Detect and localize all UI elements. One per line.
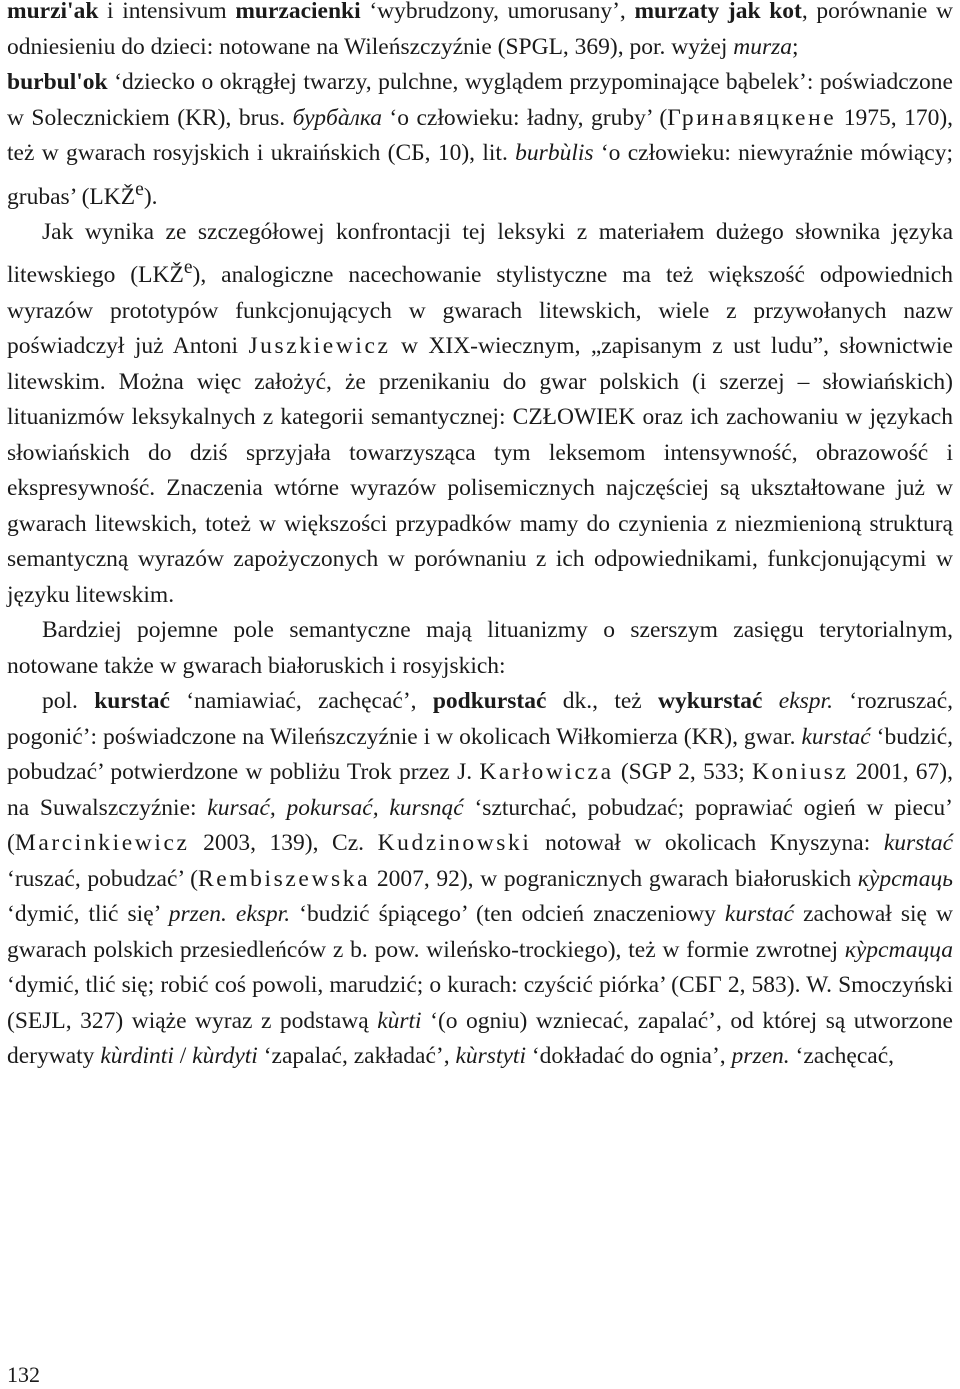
text-span: ‘o człowieku: niewyraźnie mówiący; grubas’ (LKŽ	[7, 140, 953, 210]
text-span: ‘szturchać, pobudzać; poprawiać ogień w piecu’ (	[7, 794, 953, 857]
italic-form: кỳрстаць	[857, 865, 953, 892]
text-span: zachował się w gwarach polskich przesiedleńców z b. pow. wileńsko-trockiego), też w formie zwrotnej	[7, 901, 953, 963]
italic-form: kurstać	[801, 723, 871, 750]
italic-form: kùrti	[377, 1007, 422, 1034]
text-span: ‘zapalać, zakładać’,	[257, 1043, 456, 1070]
paragraph-semantic-field	[7, 613, 953, 684]
page-number: 132	[7, 1362, 40, 1387]
entry-murziak	[7, 0, 953, 65]
text-span: ‘budzić śpiącego’ (ten odcień znaczeniowy	[290, 901, 725, 928]
paragraph-analysis	[7, 215, 953, 613]
text-span: , porównanie w odniesieniu do dzieci: notowane na Wileńszczyźnie (SPGL, 369), por. wyżej	[7, 0, 953, 60]
spaced-author: Koniusz	[751, 759, 849, 786]
italic-form: przen.	[731, 1043, 790, 1070]
text-span: 2001, 67), na Suwalszczyźnie:	[7, 759, 954, 821]
text-span: ‘dziecko o okrągłej twarzy, pulchne, wyglądem przypominające bąbelek’: poświadczone w Solecznickiem (KR), brus.	[7, 69, 953, 131]
headword: kurstać	[94, 688, 170, 715]
text-span: w XIX-wiecznym, „zapisanym z ust ludu”, słownictwie litewskim. Można więc założyć, że przenikaniu do gwar polskich (i szerzej – słowiańskich) lituanizmów leksykalnych z kategorii semantycznej: CZŁOWIEK oraz ich zachowaniu w językach słowiańskich do dziś sprzyjała towarzysząca tym leksemom intensywność, obrazowość i ekspresywność. Znaczenia wtórne wyrazów polisemicznych najczęściej są ukształtowane już w gwarach litewskich, toteż w większości przypadków mamy do czynienia z niezmienioną strukturą semantyczną wyrazów zapożyczonych w porównaniu z ich odpowiednikami, funkcjonującymi w języku litewskim.	[7, 333, 953, 608]
italic-form: ekspr.	[778, 688, 833, 715]
text-span: (SGP 2, 533;	[613, 759, 752, 786]
headword: wykurstać	[658, 688, 763, 715]
spaced-author: Kudzinowski	[377, 830, 532, 857]
text-span: pol.	[42, 688, 95, 715]
italic-form: kurstać	[724, 901, 795, 928]
text-span: 2007, 92), w pogranicznych gwarach białoruskich	[370, 865, 858, 892]
text-span: ‘rozruszać, pogonić’: poświadczone na Wileńszczyźnie i w okolicach Wiłkomierza (KR), gwar.	[7, 688, 953, 750]
text-span: dk., też	[546, 688, 659, 715]
superscript: e	[183, 257, 193, 279]
italic-form: przen. ekspr.	[168, 901, 291, 928]
text-span: ), analogiczne nacechowanie stylistyczne ma też większość odpowiednich wyrazów prototypów funkcjonujących w gwarach litewskich, wiele z przywołanych nazw poświadczył już Antoni	[7, 262, 953, 360]
headword: murzacienki	[235, 0, 361, 24]
text-span: i intensivum	[98, 0, 236, 24]
text-span	[762, 688, 778, 714]
headword: murzaty jak kot	[634, 0, 802, 24]
text-span: ‘(o ogniu) wzniecać, zapalać’, od której są utworzone derywaty	[7, 1007, 953, 1070]
entry-kurstac	[7, 684, 953, 1075]
italic-form: kurstać	[883, 830, 953, 857]
text-span: Bardziej pojemne pole semantyczne mają lituanizmy o szerszym zasięgu terytorialnym, notowane także w gwarach białoruskich i rosyjskich:	[7, 617, 953, 679]
headword: podkurstać	[432, 688, 547, 715]
headword: burbul'ok	[7, 69, 108, 95]
body-text	[7, 0, 953, 1075]
italic-form: kursać, pokursać, kursnąć	[207, 794, 464, 821]
text-span: 1975, 170), też w gwarach rosyjskich i ukraińskich (СБ, 10), lit.	[7, 104, 954, 166]
text-span: ).	[143, 183, 158, 210]
italic-form: murza	[733, 33, 793, 60]
italic-form: kùrdinti	[100, 1043, 174, 1070]
text-span: ‘wybrudzony, umorusany’,	[360, 0, 635, 24]
italic-form: kùrstyti	[455, 1043, 526, 1070]
text-span: ;	[792, 33, 799, 60]
italic-form: burbùlis	[515, 140, 594, 166]
italic-form: кỳрстацца	[844, 936, 953, 963]
spaced-author: Juszkiewicz	[248, 333, 391, 360]
text-span: ‘namiawiać, zachęcać’,	[169, 688, 433, 715]
spaced-author: Marcinkiewicz	[14, 830, 190, 857]
text-span: ‘budzić, pobudzać’ potwierdzone w pobliżu Trok przez J.	[7, 723, 953, 786]
text-span: ‘dymić, tlić się; robić coś powoli, marudzić; o kurach: czyścić piórka’ (СБГ 2, 583). W. Smoczyński (SEJL, 327) wiąże wyraz z podstawą	[7, 972, 953, 1034]
entry-burbulok	[7, 65, 953, 215]
spaced-author: Karłowicza	[479, 759, 614, 786]
text-span: Jak wynika ze szczegółowej konfrontacji tej leksyki z materiałem dużego słownika języka litewskiego (LKŽ	[7, 218, 953, 289]
spaced-author: Rembiszewska	[197, 865, 371, 892]
text-span: notował w okolicach Knyszyna:	[531, 830, 884, 857]
italic-form: бурбàлка	[292, 104, 382, 131]
text-span: ‘dokładać do ognia’,	[525, 1043, 732, 1070]
text-span: /	[173, 1043, 193, 1070]
text-span: 2003, 139), Cz.	[189, 830, 378, 857]
text-span: ‘zachęcać,	[789, 1043, 894, 1070]
spaced-author: Гринавяцкене	[667, 104, 837, 131]
text-span: ‘ruszać, pobudzać’ (	[7, 865, 198, 892]
text-span: ‘dymić, tlić się’	[7, 901, 169, 928]
text-span: ‘o człowieku: ładny, gruby’ (	[381, 104, 668, 131]
headword: murzi'ak	[7, 0, 99, 24]
superscript: e	[135, 178, 144, 200]
italic-form: kùrdyti	[192, 1043, 258, 1070]
